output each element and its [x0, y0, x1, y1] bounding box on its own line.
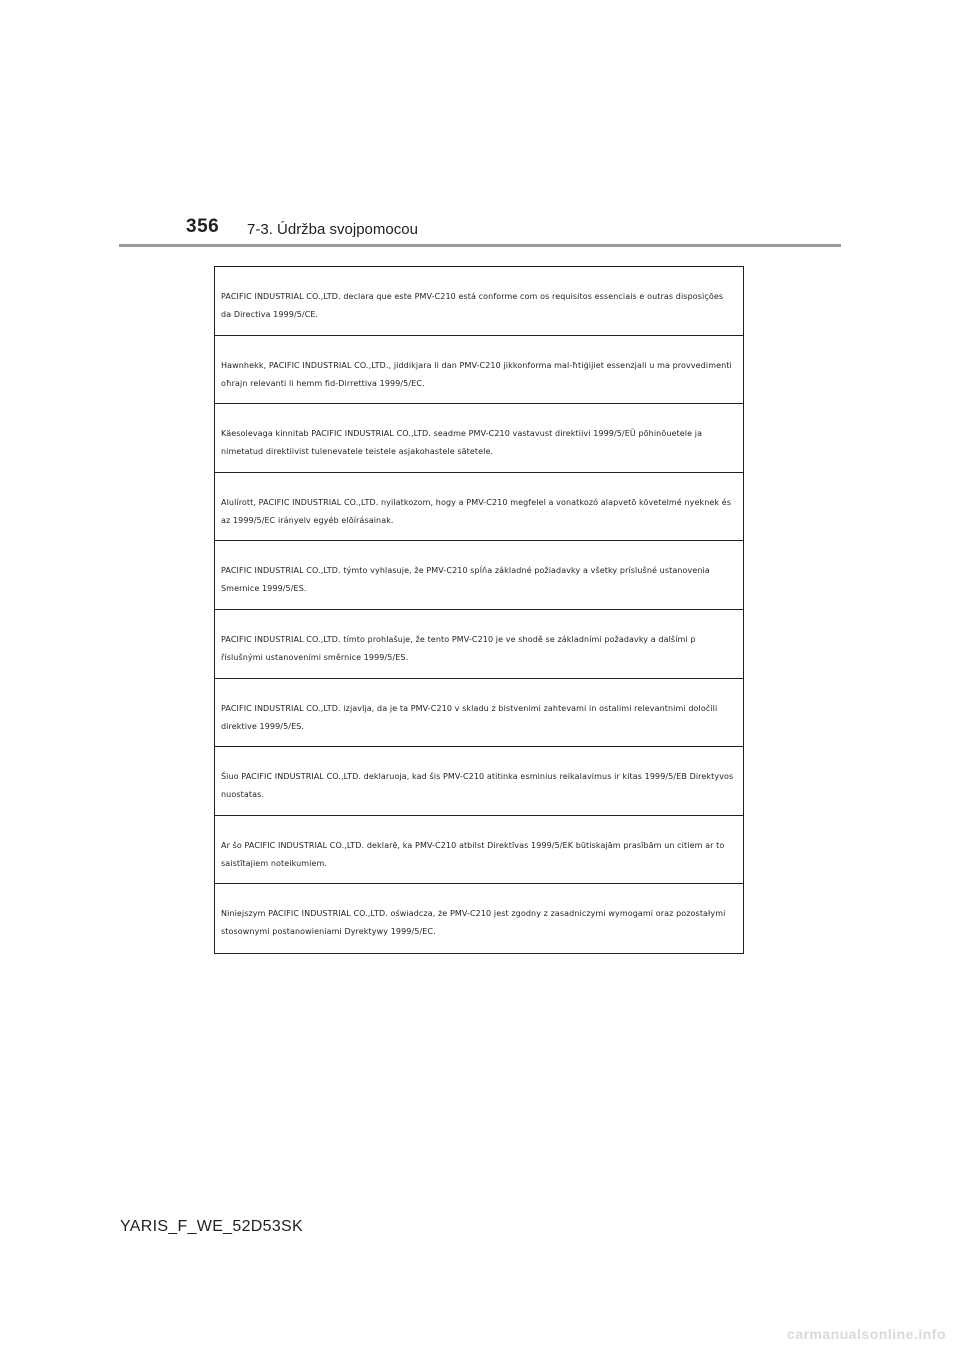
- declaration-portuguese: PACIFIC INDUSTRIAL CO.,LTD. declara que este PMV-C210 está conforme com os requisitos essenciais e outras disposições da Directiva 1999/5/CE.: [215, 267, 743, 336]
- section-title: 7-3. Údržba svojpomocou: [247, 221, 418, 238]
- page-number: 356: [186, 216, 220, 237]
- declaration-lithuanian: Šiuo PACIFIC INDUSTRIAL CO.,LTD. deklaruoja, kad šis PMV-C210 atitinka esminius reikalavimus ir kitas 1999/5/EB Direktyvos nuostatas.: [215, 747, 743, 816]
- declaration-estonian: Käesolevaga kinnitab PACIFIC INDUSTRIAL CO.,LTD. seadme PMV-C210 vastavust direktiivi 1999/5/EÜ põhinõuetele ja nimetatud direktiivist tulenevatele teistele asjakohastele sätetele.: [215, 404, 743, 473]
- declaration-czech: PACIFIC INDUSTRIAL CO.,LTD. tímto prohlašuje, že tento PMV-C210 je ve shodě se základními požadavky a dalšími p říslušnými ustanoveními směrnice 1999/5/ES.: [215, 610, 743, 679]
- declaration-latvian: Ar šo PACIFIC INDUSTRIAL CO.,LTD. deklarē, ka PMV-C210 atbilst Direktīvas 1999/5/EK būtiskajām prasībām un citiem ar to saistītajiem noteikumiem.: [215, 816, 743, 885]
- declaration-slovak: PACIFIC INDUSTRIAL CO.,LTD. týmto vyhlasuje, že PMV-C210 spĺňa základné požiadavky a všetky príslušné ustanovenia Smernice 1999/5/ES.: [215, 541, 743, 610]
- declarations-table: [214, 266, 744, 954]
- declaration-polish: Niniejszym PACIFIC INDUSTRIAL CO.,LTD. oświadcza, że PMV-C210 jest zgodny z zasadniczymi wymogami oraz pozostałymi stosownymi postanowieniami Dyrektywy 1999/5/EC.: [221, 909, 726, 937]
- declaration-slovenian: PACIFIC INDUSTRIAL CO.,LTD. izjavlja, da je ta PMV-C210 v skladu z bistvenimi zahtevami in ostalimi relevantnimi določili direktive 1999/5/ES.: [215, 679, 743, 748]
- manual-code: YARIS_F_WE_52D53SK: [120, 1218, 303, 1235]
- header-divider: [119, 244, 841, 247]
- declaration-maltese: Hawnhekk, PACIFIC INDUSTRIAL CO.,LTD., jiddikjara li dan PMV-C210 jikkonforma mal-ħtiġijiet essenzjali u ma provvedimenti oħrajn relevanti li hemm fid-Dirrettiva 1999/5/EC.: [215, 336, 743, 405]
- watermark: carmanualsonline.info: [786, 1326, 946, 1342]
- declaration-hungarian: Alulírott, PACIFIC INDUSTRIAL CO.,LTD. nyilatkozom, hogy a PMV-C210 megfelel a vonatkozó alapvetõ követelmé nyeknek és az 1999/5/EC irányelv egyéb elõírásainak.: [215, 473, 743, 542]
